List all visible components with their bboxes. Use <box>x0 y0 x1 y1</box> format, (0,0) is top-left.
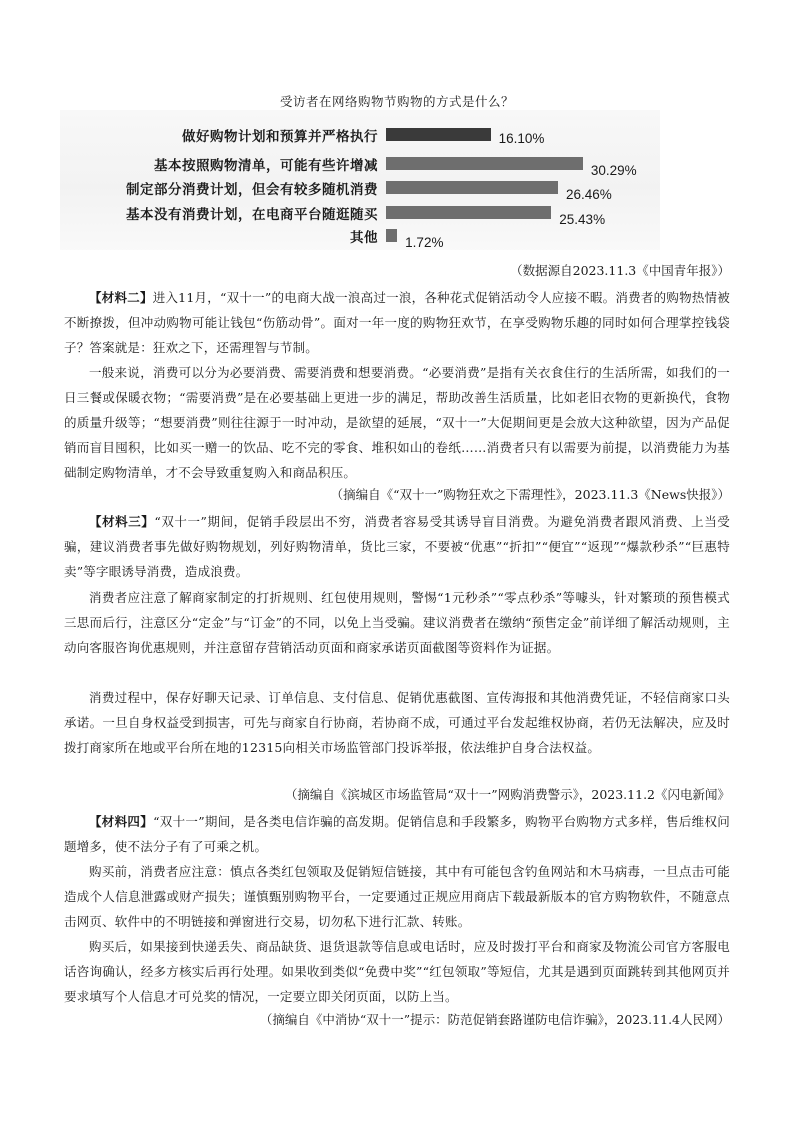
bar <box>386 181 558 194</box>
material3-paragraph-3: 消费过程中，保存好聊天记录、订单信息、支付信息、促销优惠截图、宣传海报和其他消费凭证，不轻信商家口头承诺。一旦自身权益受到损害，可先与商家自行协商，若协商不成，可通过平台发起维权协商，若仍无法解决，应及时拨打商家所在地或平台所在地的12315向相关市场监管部门投诉举报，依法维护自身合法权益。 <box>64 690 730 755</box>
bar <box>386 206 551 219</box>
category-label: 基本按照购物清单，可能有些许增减 <box>154 158 378 174</box>
value-label: 1.72% <box>405 235 444 250</box>
bar <box>386 128 491 141</box>
material4-citation: （摘编自《中消协“双十一”提示：防范促销套路谨防电信诈骗》，2023.11.4人民网） <box>259 1012 730 1027</box>
material3-citation: （摘编自《滨城区市场监管局“双十一”网购消费警示》，2023.11.2《闪电新闻》 <box>284 787 730 802</box>
material2-paragraph-2: 一般来说，消费可以分为必要消费、需要消费和想要消费。“必要消费”是指有关衣食住行的生活所需，如我们的一日三餐或保暖衣物；“需要消费”是在必要基础上更进一步的满足，帮助改善生活质量，比如老旧衣物的更新换代，食物的质量升级等；“想要消费”则往往源于一时冲动，是欲望的延展，“双十一”大促期间更是会放大这种欲望，因为产品促销而盲目囤积，比如买一赠一的饮品、吃不完的零食、堆积如山的卷纸……消费者只有以需要为前提，以消费能力为基础制定购物清单，才不会导致重复购入和商品积压。 <box>64 365 730 480</box>
value-label: 26.46% <box>565 187 612 202</box>
category-label: 其他 <box>350 230 378 246</box>
value-label: 25.43% <box>559 212 606 227</box>
material4-tag: 【材料四】 <box>89 814 154 829</box>
material4-paragraph-2: 购买前，消费者应注意：慎点各类红包领取及促销短信链接，其中有可能包含钓鱼网站和木马病毒，一旦点击可能造成个人信息泄露或财产损失；谨慎甄别购物平台，一定要通过正规应用商店下载最新版本的官方购物软件，不随意点击网页、软件中的不明链接和弹窗进行交易，切勿私下进行汇款、转账。 <box>64 864 730 929</box>
bar <box>386 229 397 242</box>
material3-paragraph-1: 【材料三】“双十一”期间，促销手段层出不穷，消费者容易受其诱导盲目消费。为避免消费者跟风消费、上当受骗，建议消费者事先做好购物规划，列好购物清单，货比三家，不要被“优惠”“折扣”“便宜”“返现”“爆款秒杀”“巨惠特卖”等字眼诱导消费，造成浪费。 <box>64 514 730 579</box>
material2-tag: 【材料二】 <box>89 290 153 305</box>
chart-title: 受访者在网络购物节购物的方式是什么？ <box>279 94 514 109</box>
category-label: 做好购物计划和预算并严格执行 <box>182 129 378 145</box>
value-label: 30.29% <box>590 163 637 178</box>
category-label: 制定部分消费计划，但会有较多随机消费 <box>126 182 378 198</box>
material3-paragraph-2: 消费者应注意了解商家制定的打折规则、红包使用规则，警惕“1元秒杀”“零点秒杀”等噱头，针对繁琐的预售模式三思而后行，注意区分“定金”与“订金”的不同，以免上当受骗。建议消费者在缴纳“预售定金”前详细了解活动规则，主动向客服咨询优惠规则，并注意留存营销活动页面和商家承诺页面截图等资料作为证据。 <box>64 590 730 655</box>
chart-source: （数据源自2023.11.3《中国青年报》） <box>510 263 730 278</box>
value-label: 16.10% <box>498 131 545 146</box>
material2-citation: （摘编自《“双十一”购物狂欢之下需理性》，2023.11.3《News快报》） <box>330 487 730 502</box>
bar <box>386 157 583 170</box>
material3-tag: 【材料三】 <box>89 514 155 529</box>
material2-paragraph-1: 【材料二】进入11月，“双十一”的电商大战一浪高过一浪，各种花式促销活动令人应接不暇。消费者的购物热情被不断撩拨，但冲动购物可能让钱包“伤筋动骨”。面对一年一度的购物狂欢节，在享受购物乐趣的同时如何合理掌控钱袋子？答案就是：狂欢之下，还需理智与节制。 <box>64 290 730 355</box>
material4-paragraph-3: 购买后，如果接到快递丢失、商品缺货、退货退款等信息或电话时，应及时拨打平台和商家及物流公司官方客服电话咨询确认，经多方核实后再行处理。如果收到类似“免费中奖”“红包领取”等短信，尤其是遇到页面跳转到其他网页并要求填写个人信息才可兑奖的情况，一定要立即关闭页面，以防上当。 <box>64 939 730 1004</box>
category-label: 基本没有消费计划，在电商平台随逛随买 <box>126 207 378 223</box>
material4-paragraph-1: 【材料四】“双十一”期间，是各类电信诈骗的高发期。促销信息和手段繁多，购物平台购物方式多样，售后维权问题增多，使不法分子有了可乘之机。 <box>64 814 730 854</box>
